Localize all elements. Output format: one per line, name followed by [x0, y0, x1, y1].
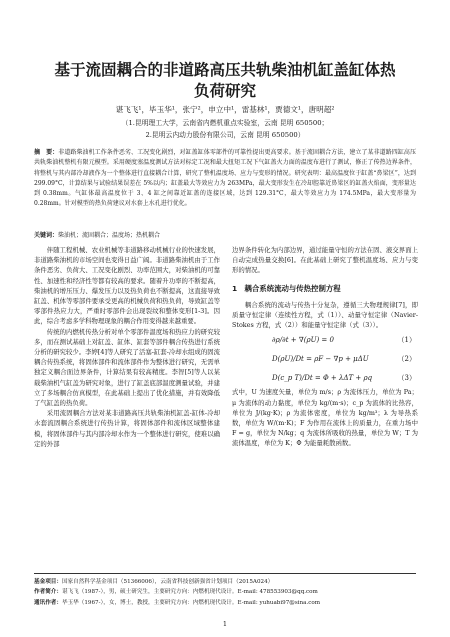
equation-2 [232, 349, 418, 368]
title-line-1: 基于流固耦合的非道路高压共轨柴油机缸盖缸体热 [54, 61, 396, 79]
footnotes [34, 577, 416, 608]
equation-expression: D(ρU)/Dt = ρF − ∇p + μΔU [272, 354, 369, 363]
author-list: 谌飞飞¹，毕玉华¹，张宁²，申立中¹，雷基林¹，贾德文¹，唐明超² [115, 105, 335, 114]
author-bio-text: 谌飞飞（1987-），男，硕士研究生，主要研究方向：内燃机现代设计。E-mail: 478553903@qq.com [61, 589, 318, 596]
funding-text: 国家自然科学基金项目（51366006），云南省科技创新强省计划项目（2015A024） [61, 579, 274, 585]
funding-label: 基金项目： [34, 579, 62, 585]
corresponding-label: 通讯作者： [34, 599, 62, 606]
equation-number: （3） [397, 373, 416, 382]
equation-number: （2） [397, 354, 416, 363]
affiliation-1: （1.昆明理工大学，云南省内燃机重点实验室，云南 昆明 650500； [121, 119, 329, 127]
paper-title [20, 60, 430, 102]
equation-number: （1） [397, 335, 416, 344]
equation-1 [232, 330, 418, 349]
equation-3 [232, 368, 418, 387]
right-column [232, 245, 418, 449]
title-line-2: 负荷研究 [193, 82, 256, 100]
keywords-label: 关键词： [34, 232, 59, 239]
left-column [34, 245, 220, 449]
symbol-definitions: 式中，U 为速度矢量，单位为 m/s；ρ 为流体压力，单位为 Pa；μ 为流体的动力黏度，单位为 kg/(m·s)；c_p 为流体的比热容，单位为 J/(kg·K)；ρ 为流体密度，单位为 kg/m³；λ 为导热系数，单位为 W/(m·K)；F 为作用在流体上的质量力，在重力场中 F = g，单位为 N/kg；q 为流体所吸收的热量，单位为 W；T 为流体温度，单位为 K；Φ 为能量耗散函数。 [232, 388, 418, 448]
section-heading: 1 耦合系统流动与传热控制方程 [232, 283, 341, 293]
page-number: 1 [222, 620, 228, 628]
keywords [34, 230, 160, 239]
author-bio-label: 作者简介： [34, 589, 62, 596]
footnote-divider [34, 573, 416, 574]
intro-continuation: 边界条件转化为内部边界，通过能量守恒的方法在固、液交界面上自动完成热量交换[6]。在此基础上研究了整机温度场、应力与变形的情况。 [232, 246, 418, 275]
keywords-text: 柴油机；流固耦合；温度场；热机耦合 [58, 232, 161, 239]
equation-expression: ∂ρ/∂t + ∇(ρU) = 0 [272, 335, 334, 344]
section-paragraph: 耦合系统的流动与传热十分复杂，遵循三大物理规律[7]，即质量守恒定律（连续性方程，式（1））、动量守恒定律（Navier-Stokes 方程，式（2））和能量守恒定律（式（3））。 [232, 300, 418, 330]
abstract [34, 148, 416, 210]
intro-paragraph-3: 采用流固耦合方法对某非道路高压共轨柴油机缸盖-缸体-冷却水套流固耦合系统进行传热计算，将固体部件和流体区域整体建模，将固体部件与其内部冷却水作为一个整体进行研究，使难以确定的外部 [34, 409, 220, 448]
funding-note [34, 577, 416, 587]
corresponding-note [34, 598, 416, 608]
affiliation-2: 2.昆明云内动力股份有限公司，云南 昆明 650500） [145, 131, 305, 139]
author-note [34, 587, 416, 597]
abstract-label: 摘 要： [34, 149, 59, 156]
intro-paragraph-1: 伴随工程机械、农业机械等非道路移动机械行业的快速发展，非道路柴油机的市场空间也变得日益广阔。非道路柴油机由于工作条件恶劣、负荷大、工况变化剧烈、功率范围大，对柴油机的可靠性、加速性和经济性等都有较高的要求。随着升功率的不断提高，柴油机的增压压力、爆发压力以及热负荷也不断提高，这直接导致缸盖、机体等零部件要承受更高的机械负荷和热负荷，导致缸盖等零部件热应力大，严重时零部件会出现裂纹和整体变形[1-3]。因此，综合考虑多学科物理现象的耦合作用变得越来越重要。 [34, 246, 220, 326]
abstract-text: 非道路柴油机工作条件恶劣、工况变化剧烈，对缸盖缸体零部件的可靠性提出更高要求。基于流固耦合方法，建立了某非道路四缸高压共轨柴油机整机有限元模型。采用硬度塞温度测试方法对标定工况和最大扭矩工况下气缸盖火力面的温度布进行了测试，修正了传热边界条件，将整机与其内部冷却液作为一个整体进行直接耦合计算，研究了整机温度场、应力与变形的情况。研究表明：最高温度位于缸盖“鼻梁区”，达到 299.09°C，计算结果与试验结果误差在 5%以内；缸盖最大等效应力为 263MPa，最大变形发生在冷却腔靠近鼻梁区的缸盖火焰面，变形量达到 0.38mm。气缸体最高温度位于 3、4 缸之间靠近缸盖的连接区域，达到 129.31°C，最大等效应力为 174.5MPa，最大变形量为 0.28mm。针对模型的热负荷建议对水套上水孔进行优化。 [34, 149, 416, 208]
intro-paragraph-2: 传统的内燃机传热分析对单个零部件温度场和热应力的研究较多，而在测试基础上对缸盖、缸体、缸套等部件耦合传热进行系统分析的研究较少。李婷[4]等人研究了活塞-缸套-冷却水组成的固流耦合传热系统，将固体部件和流体部件作为整体进行研究，无需单独定义耦合面边界条件，计算结果有较高精度。李智[5]等人以某载柴油机气缸盖为研究对象，进行了缸盖底部温度测量试验，并建立了多场耦合仿真模型，在此基础上提出了优化措施，并有效降低了气缸盖的热负荷。 [34, 327, 220, 408]
equation-expression: D(c_p T)/Dt = Φ + λΔT + ρq [272, 373, 373, 382]
corresponding-text: 毕玉华（1967-），女，博士，教授，主要研究方向：内燃机现代设计。E-mail: yuhuabi97@sina.com [61, 599, 321, 606]
